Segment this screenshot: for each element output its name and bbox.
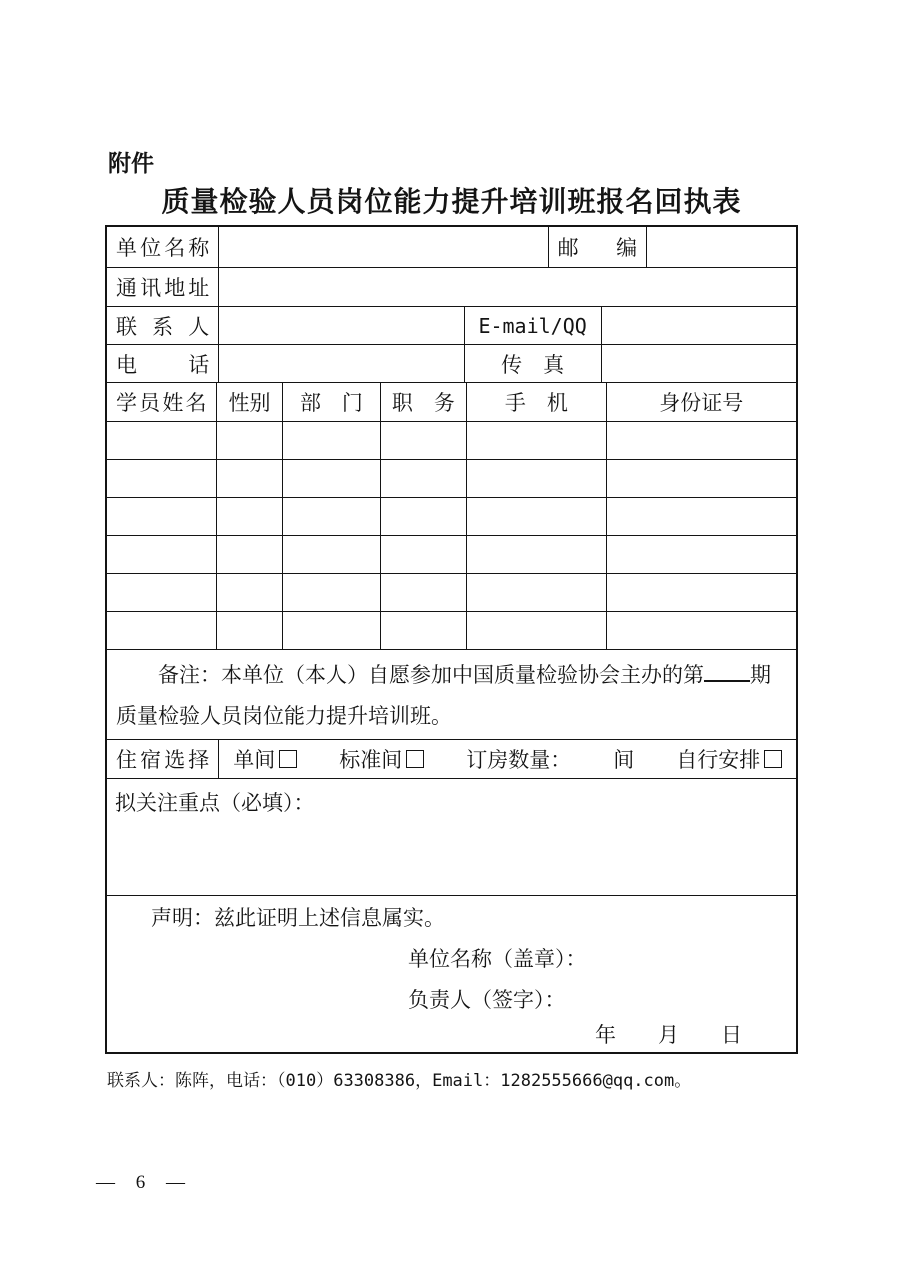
student-row xyxy=(107,460,796,498)
student-cell xyxy=(607,460,797,498)
attachment-label: 附件 xyxy=(108,150,154,176)
remark-cell xyxy=(107,650,796,740)
accommodation-label: 住宿选择 xyxy=(107,740,219,779)
contact-person-field xyxy=(219,307,464,345)
student-cell xyxy=(381,612,468,650)
student-cell xyxy=(107,612,217,650)
col-mobile: 手 机 xyxy=(467,383,606,422)
col-student-name: 学员姓名 xyxy=(107,383,217,422)
contact-person-label: 联系人 xyxy=(107,307,219,345)
student-cell xyxy=(381,536,468,574)
remark-text-after: 期 xyxy=(750,663,771,687)
focus-row xyxy=(107,779,796,896)
student-row xyxy=(107,498,796,536)
option-single-room: 单间 xyxy=(233,744,297,774)
registration-form-table xyxy=(105,225,798,1054)
student-cell xyxy=(217,422,284,460)
student-cell xyxy=(217,612,284,650)
student-cell xyxy=(107,574,217,612)
remark-text-before: 备注：本单位（本人）自愿参加中国质量检验协会主办的第 xyxy=(158,663,704,687)
student-row xyxy=(107,612,796,650)
col-department: 部 门 xyxy=(283,383,380,422)
row-unit-name xyxy=(107,227,796,268)
fill-in-blank-line xyxy=(704,678,750,682)
accommodation-row xyxy=(107,740,796,779)
page-title: 质量检验人员岗位能力提升培训班报名回执表 xyxy=(161,186,742,217)
student-cell xyxy=(467,574,606,612)
student-cell xyxy=(607,536,797,574)
booking-quantity-label: 订房数量： xyxy=(466,748,572,772)
date-line: 年 月 日 xyxy=(595,1023,742,1047)
student-cell xyxy=(217,574,284,612)
student-cell xyxy=(283,574,380,612)
student-cell xyxy=(107,536,217,574)
unit-name-label: 单位名称 xyxy=(107,227,219,268)
row-contact-person xyxy=(107,307,796,345)
email-qq-field xyxy=(602,307,796,345)
student-cell xyxy=(467,460,606,498)
student-cell xyxy=(107,460,217,498)
student-cell xyxy=(283,536,380,574)
unit-name-field xyxy=(219,227,548,268)
row-phone xyxy=(107,345,796,383)
address-label: 通讯地址 xyxy=(107,268,219,307)
email-qq-label: E-mail/QQ xyxy=(465,307,602,345)
student-row xyxy=(107,536,796,574)
student-cell xyxy=(283,422,380,460)
option-self-arrange: 自行安排 xyxy=(676,744,782,774)
focus-label: 拟关注重点（必填）： xyxy=(107,779,796,896)
remark-line2: 质量检验人员岗位能力提升培训班。 xyxy=(116,704,452,728)
option-standard-room: 标准间 xyxy=(339,744,424,774)
phone-field xyxy=(219,345,464,383)
phone-label: 电话 xyxy=(107,345,219,383)
student-cell xyxy=(381,460,468,498)
unit-seal-label: 单位名称（盖章）： xyxy=(408,947,587,971)
student-cell xyxy=(381,498,468,536)
signer-label: 负责人（签字）： xyxy=(408,988,566,1012)
declaration-cell xyxy=(107,896,796,1052)
single-room-checkbox xyxy=(279,750,297,768)
footer-contact-line: 联系人：陈阵，电话：（010）63308386，Email：1282555666@qq.com。 xyxy=(107,1071,692,1091)
student-cell xyxy=(283,612,380,650)
booking-quantity-unit: 间 xyxy=(613,748,635,772)
row-address xyxy=(107,268,796,307)
accommodation-options xyxy=(219,740,796,779)
remark-row xyxy=(107,650,796,740)
postal-code-field xyxy=(647,227,796,268)
self-arrange-checkbox xyxy=(764,750,782,768)
col-id-number: 身份证号 xyxy=(607,383,797,422)
student-cell xyxy=(467,536,606,574)
student-cell xyxy=(283,460,380,498)
student-cell xyxy=(381,574,468,612)
student-row xyxy=(107,574,796,612)
student-cell xyxy=(107,422,217,460)
student-cell xyxy=(467,498,606,536)
student-cell xyxy=(467,422,606,460)
document-content xyxy=(96,0,798,1194)
page-number: — 6 — xyxy=(96,1172,190,1193)
address-field xyxy=(219,268,796,307)
fax-label: 传 真 xyxy=(465,345,602,383)
student-cell xyxy=(381,422,468,460)
students-header-row xyxy=(107,383,796,422)
student-cell xyxy=(283,498,380,536)
student-cell xyxy=(107,498,217,536)
student-cell xyxy=(607,422,797,460)
student-cell xyxy=(217,498,284,536)
student-cell xyxy=(217,536,284,574)
student-cell xyxy=(467,612,606,650)
student-cell xyxy=(607,574,797,612)
col-gender: 性别 xyxy=(217,383,284,422)
student-cell xyxy=(217,460,284,498)
declaration-row xyxy=(107,896,796,1052)
declaration-statement: 声明：兹此证明上述信息属实。 xyxy=(151,906,445,930)
postal-code-label: 邮编 xyxy=(549,227,648,268)
student-row xyxy=(107,422,796,460)
student-cell xyxy=(607,612,797,650)
col-position: 职 务 xyxy=(381,383,468,422)
remark-line1 xyxy=(116,655,787,696)
standard-room-checkbox xyxy=(406,750,424,768)
fax-field xyxy=(602,345,796,383)
student-cell xyxy=(607,498,797,536)
